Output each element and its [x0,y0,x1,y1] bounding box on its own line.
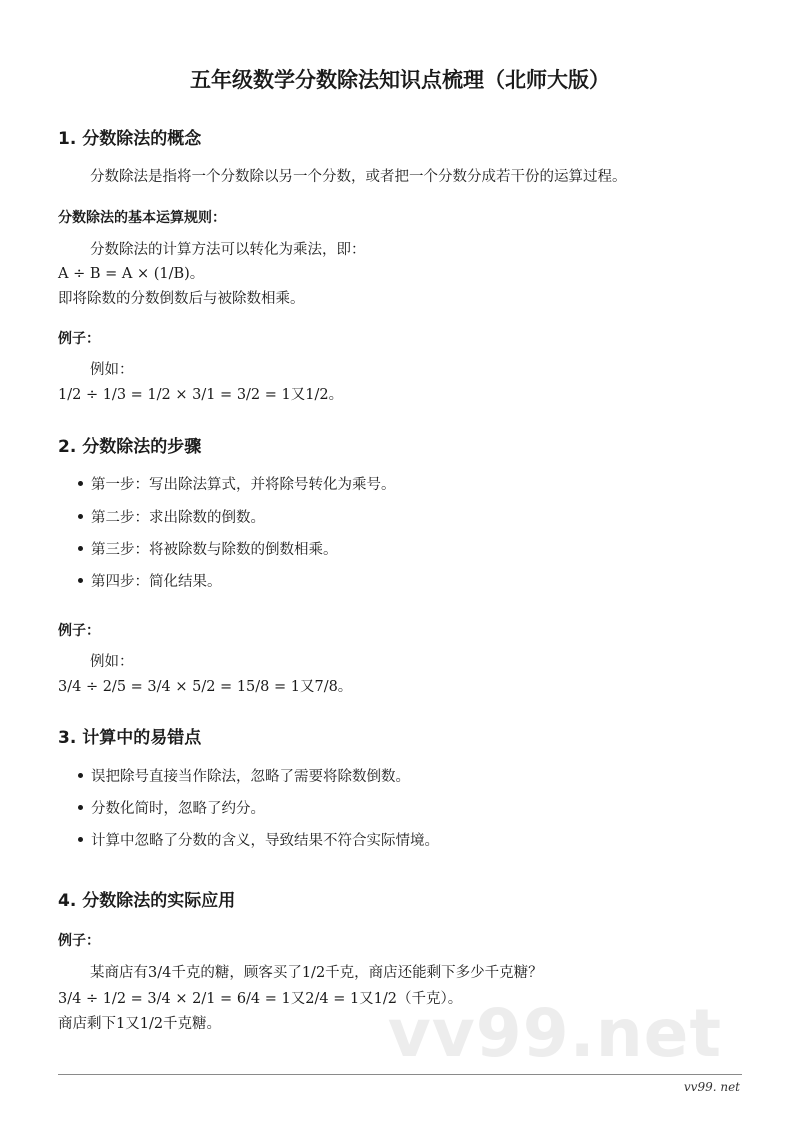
application-answer: 商店剩下1又1/2千克糖。 [58,1016,222,1032]
bullet-icon [78,481,83,486]
bullet-icon [78,578,83,583]
bullet-icon [78,546,83,551]
section-1-paragraph: 分数除法是指将一个分数除以另一个分数，或者把一个分数分成若干份的运算过程。 [90,169,627,185]
list-item: 计算中忽略了分数的含义，导致结果不符合实际情境。 [78,829,439,850]
footer-site: vv99. net [683,1080,740,1094]
bullet-icon [78,805,83,810]
example-calc-1: 1/2 ÷ 1/3 = 1/2 × 3/1 = 3/2 = 1又1/2。 [58,387,344,403]
rule-line-3: 即将除数的分数倒数后与被除数相乘。 [58,291,305,307]
section-1-heading: 1. 分数除法的概念 [58,129,202,149]
section-3-heading: 3. 计算中的易错点 [58,728,202,748]
watermark: vv99.net [387,995,722,1072]
footer-divider [58,1074,742,1075]
list-item: 分数化简时，忽略了约分。 [78,797,265,818]
list-item: 误把除号直接当作除法，忽略了需要将除数倒数。 [78,765,410,786]
section-4-heading: 4. 分数除法的实际应用 [58,891,236,911]
list-item: 第二步：求出除数的倒数。 [78,506,265,527]
example-calc-2: 3/4 ÷ 2/5 = 3/4 × 5/2 = 15/8 = 1又7/8。 [58,679,353,695]
example-heading-2: 例子： [58,623,100,639]
example-intro-1: 例如： [90,362,134,378]
section-2-heading: 2. 分数除法的步骤 [58,437,202,457]
bullet-icon [78,514,83,519]
example-heading-4: 例子： [58,933,100,949]
list-item: 第三步：将被除数与除数的倒数相乘。 [78,538,338,559]
list-item: 第四步：简化结果。 [78,570,222,591]
example-heading-1: 例子： [58,331,100,347]
rule-formula: A ÷ B = A × (1/B)。 [58,266,205,282]
rule-line-1: 分数除法的计算方法可以转化为乘法，即： [90,242,366,258]
rule-heading: 分数除法的基本运算规则： [58,210,226,226]
application-calc: 3/4 ÷ 1/2 = 3/4 × 2/1 = 6/4 = 1又2/4 = 1又1/2（千克）。 [58,991,463,1007]
list-item: 第一步：写出除法算式，并将除号转化为乘号。 [78,473,396,494]
page-title: 五年级数学分数除法知识点梳理（北师大版） [190,68,610,92]
application-problem: 某商店有3/4千克的糖，顾客买了1/2千克，商店还能剩下多少千克糖？ [90,965,543,981]
example-intro-2: 例如： [90,654,134,670]
bullet-icon [78,773,83,778]
bullet-icon [78,837,83,842]
